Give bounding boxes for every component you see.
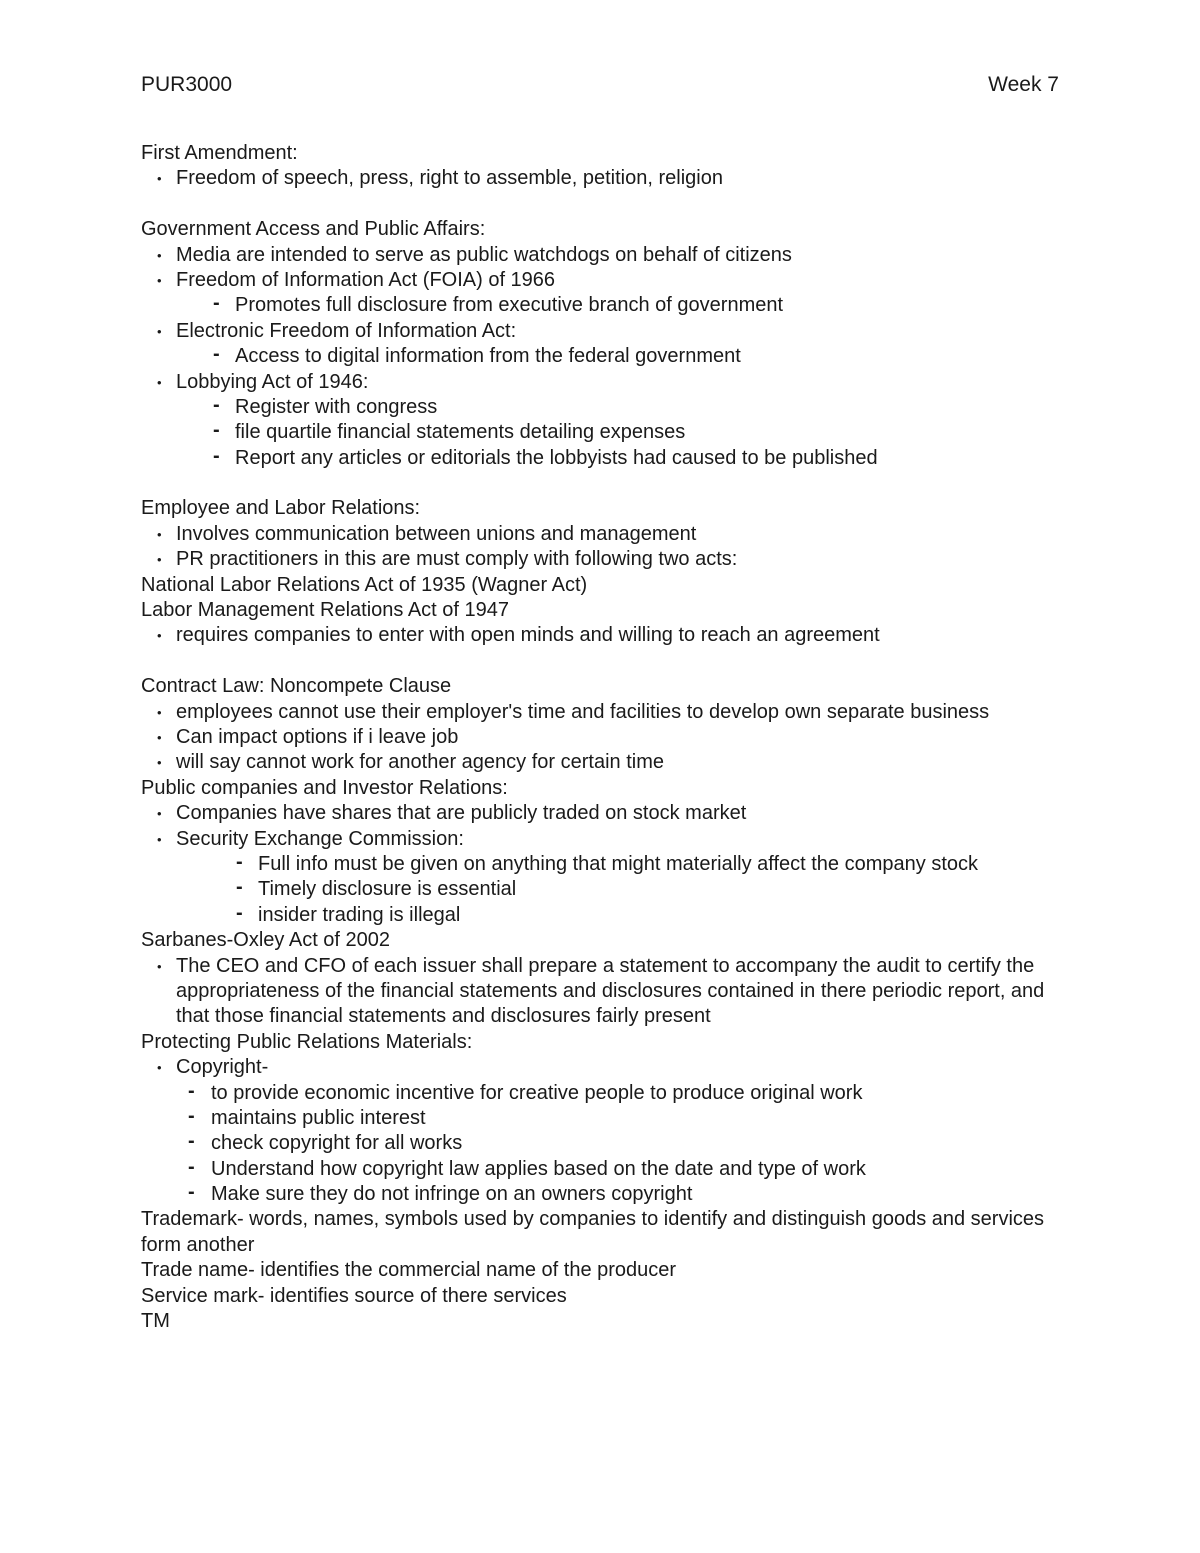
week-label: Week 7 (988, 73, 1059, 96)
line-text: Register with congress (235, 395, 438, 418)
bullet-dot-icon: • (157, 628, 162, 644)
sub-bullet-item (141, 903, 1071, 928)
bullet-item (141, 243, 1071, 268)
line-text: Timely disclosure is essential (258, 878, 517, 901)
line-text: Full info must be given on anything that might materially affect the company stock (258, 852, 978, 875)
line-text: Freedom of speech, press, right to assemble, petition, religion (176, 167, 723, 190)
line-text: Employee and Labor Relations: (141, 497, 421, 520)
sub-bullet-item (141, 852, 1071, 877)
line-text: file quartile financial statements detailing expenses (235, 421, 686, 444)
sub-bullet-item (141, 1131, 1071, 1156)
bullet-item (141, 623, 1071, 648)
bullet-dot-icon: • (157, 729, 162, 745)
dash-bullet-icon: - (213, 343, 220, 366)
sub-bullet-item (141, 446, 1071, 471)
bullet-dot-icon: • (157, 247, 162, 263)
line-text: maintains public interest (211, 1106, 426, 1129)
line-text: Freedom of Information Act (FOIA) of 1966 (176, 268, 556, 291)
blank-line (141, 649, 1071, 674)
line-text: Media are intended to serve as public watchdogs on behalf of citizens (176, 243, 792, 266)
bullet-dot-icon: • (157, 831, 162, 847)
line-text: insider trading is illegal (258, 903, 461, 926)
bullet-dot-icon: • (157, 755, 162, 771)
line-text: to provide economic incentive for creative people to produce original work (211, 1081, 863, 1104)
bullet-dot-icon: • (157, 806, 162, 822)
sub-bullet-item (141, 877, 1071, 902)
bullet-dot-icon: • (157, 272, 162, 288)
line-text: check copyright for all works (211, 1132, 463, 1155)
sub-bullet-item (141, 1157, 1071, 1182)
section-heading (141, 776, 1071, 801)
line-text: Involves communication between unions and management (176, 522, 697, 545)
sub-bullet-item (141, 1182, 1071, 1207)
dash-bullet-icon: - (213, 393, 220, 416)
dash-bullet-icon: - (188, 1130, 195, 1153)
dash-bullet-icon: - (188, 1104, 195, 1127)
line-text: Trademark- words, names, symbols used by companies to identify and distinguish goods and services form another (141, 1208, 1045, 1256)
line-text: Electronic Freedom of Information Act: (176, 319, 517, 342)
section-heading (141, 1207, 1071, 1258)
dash-bullet-icon: - (236, 901, 243, 924)
bullet-dot-icon: • (157, 552, 162, 568)
line-text: Can impact options if i leave job (176, 725, 459, 748)
line-text: Lobbying Act of 1946: (176, 370, 369, 393)
line-text: Security Exchange Commission: (176, 827, 464, 850)
section-heading (141, 141, 1071, 166)
blank-line (141, 471, 1071, 496)
line-text: Protecting Public Relations Materials: (141, 1030, 473, 1053)
line-text: First Amendment: (141, 142, 298, 164)
line-text: requires companies to enter with open minds and willing to reach an agreement (176, 624, 880, 647)
sub-bullet-item (141, 395, 1071, 420)
line-text: TM (141, 1310, 170, 1333)
bullet-dot-icon: • (157, 1060, 162, 1076)
sub-bullet-item (141, 293, 1071, 318)
bullet-dot-icon: • (157, 958, 162, 974)
line-text: National Labor Relations Act of 1935 (Wagner Act) (141, 573, 588, 596)
dash-bullet-icon: - (213, 292, 220, 315)
line-text: Understand how copyright law applies based on the date and type of work (211, 1157, 866, 1180)
sub-bullet-item (141, 1106, 1071, 1131)
section-heading (141, 1284, 1071, 1309)
dash-bullet-icon: - (188, 1155, 195, 1178)
line-text: employees cannot use their employer's time and facilities to develop own separate business (176, 700, 990, 723)
line-text: Copyright- (176, 1056, 269, 1079)
dash-bullet-icon: - (213, 444, 220, 467)
line-text: will say cannot work for another agency for certain time (176, 751, 664, 774)
bullet-item (141, 166, 1071, 191)
sub-bullet-item (141, 344, 1071, 369)
bullet-item (141, 827, 1071, 852)
line-text: Promotes full disclosure from executive branch of government (235, 294, 784, 317)
bullet-dot-icon: • (157, 323, 162, 339)
line-text: Report any articles or editorials the lobbyists had caused to be published (235, 446, 878, 469)
section-heading (141, 496, 1071, 521)
bullet-item (141, 319, 1071, 344)
line-text: PR practitioners in this are must comply with following two acts: (176, 548, 738, 571)
line-text: Public companies and Investor Relations: (141, 776, 508, 799)
line-text: The CEO and CFO of each issuer shall prepare a statement to accompany the audit to certify the appropriateness of the financial statements and disclosures contained in there periodic report, and that those financial statements and disclosures fairly present (176, 954, 1045, 1028)
section-heading (141, 1030, 1071, 1055)
line-text: Service mark- identifies source of there services (141, 1284, 567, 1307)
bullet-item (141, 1055, 1071, 1080)
line-text: Access to digital information from the federal government (235, 345, 741, 368)
line-text: Government Access and Public Affairs: (141, 218, 486, 241)
bullet-item (141, 547, 1071, 572)
dash-bullet-icon: - (188, 1181, 195, 1204)
bullet-item (141, 801, 1071, 826)
section-heading (141, 573, 1071, 598)
line-text: Labor Management Relations Act of 1947 (141, 599, 510, 622)
blank-line (141, 192, 1071, 217)
bullet-dot-icon: • (157, 704, 162, 720)
bullet-dot-icon: • (157, 171, 162, 187)
line-text: Trade name- identifies the commercial name of the producer (141, 1259, 677, 1282)
sub-bullet-item (141, 420, 1071, 445)
bullet-item (141, 370, 1071, 395)
bullet-item (141, 725, 1071, 750)
section-heading (141, 674, 1071, 699)
line-text: Sarbanes-Oxley Act of 2002 (141, 929, 391, 952)
bullet-item (141, 954, 1071, 1030)
line-text: Companies have shares that are publicly traded on stock market (176, 802, 747, 825)
bullet-item (141, 700, 1071, 725)
course-code: PUR3000 (141, 73, 233, 96)
line-text: Contract Law: Noncompete Clause (141, 675, 452, 698)
bullet-dot-icon: • (157, 526, 162, 542)
bullet-item (141, 750, 1071, 775)
section-heading (141, 598, 1071, 623)
notes-body (141, 141, 1071, 1334)
sub-bullet-item (141, 1081, 1071, 1106)
bullet-item (141, 522, 1071, 547)
section-heading (141, 928, 1071, 953)
section-heading (141, 217, 1071, 242)
bullet-item (141, 268, 1071, 293)
dash-bullet-icon: - (213, 419, 220, 442)
dash-bullet-icon: - (188, 1079, 195, 1102)
dash-bullet-icon: - (236, 876, 243, 899)
line-text: Make sure they do not infringe on an owners copyright (211, 1183, 693, 1206)
section-heading (141, 1309, 1071, 1334)
bullet-dot-icon: • (157, 374, 162, 390)
section-heading (141, 1258, 1071, 1283)
dash-bullet-icon: - (236, 850, 243, 873)
